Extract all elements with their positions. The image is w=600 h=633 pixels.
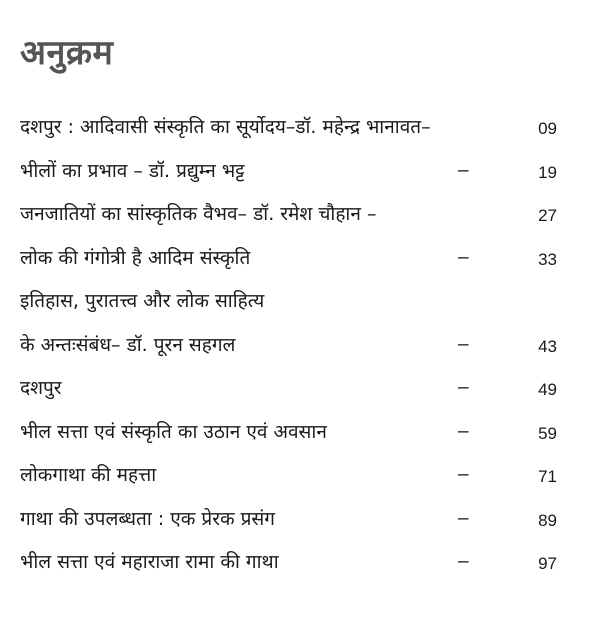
toc-entry-page: 71	[538, 467, 557, 486]
toc-entry-page: 43	[538, 336, 557, 356]
toc-entry-page: 89	[538, 510, 557, 530]
toc-entry-page: 49	[538, 380, 557, 399]
toc-entry-title: भीलों का प्रभाव – डॉ. प्रद्युम्न भट्ट	[20, 159, 245, 182]
toc-entry-dash: –	[458, 377, 469, 398]
toc-entry-page: 09	[538, 119, 557, 138]
toc-entry	[0, 504, 600, 548]
toc-entry-title: लोक की गंगोत्री है आदिम संस्कृति	[20, 246, 251, 269]
toc-entry	[0, 547, 600, 591]
toc-entry-dash: –	[458, 551, 469, 572]
toc-entry	[0, 112, 600, 156]
toc-entry-title: गाथा की उपलब्धता : एक प्रेरक प्रसंग	[20, 507, 275, 530]
toc-entry-dash: –	[458, 333, 469, 355]
toc-entry	[0, 330, 600, 374]
toc-entry-dash: –	[458, 464, 469, 485]
toc-entry	[0, 286, 600, 330]
toc-entry-title: इतिहास, पुरातत्त्व और लोक साहित्य	[20, 290, 265, 312]
toc-entry	[0, 156, 600, 200]
toc-entry-page: 59	[538, 423, 557, 443]
table-of-contents	[0, 112, 600, 591]
toc-entry-page: 97	[538, 554, 557, 573]
toc-entry-dash: –	[458, 159, 469, 181]
toc-entry-title: भील सत्ता एवं महाराजा रामा की गाथा	[20, 551, 279, 573]
toc-entry-title: दशपुर : आदिवासी संस्कृति का सूर्योदय–डॉ. महेन्द्र भानावत–	[20, 116, 431, 138]
toc-entry	[0, 460, 600, 504]
toc-entry-title: दशपुर	[20, 377, 62, 399]
toc-entry	[0, 373, 600, 417]
toc-entry	[0, 199, 600, 243]
toc-entry-dash: –	[458, 507, 469, 529]
toc-entry-title: लोकगाथा की महत्ता	[20, 464, 157, 486]
toc-entry-page: 19	[538, 162, 557, 182]
page-title: अनुक्रम	[20, 33, 114, 73]
toc-entry-dash: –	[458, 246, 469, 268]
toc-entry-title: भील सत्ता एवं संस्कृति का उठान एवं अवसान	[20, 420, 327, 443]
toc-entry-title: जनजातियों का सांस्कृतिक वैभव– डॉ. रमेश चौहान –	[20, 203, 377, 225]
toc-entry-page: 33	[538, 249, 557, 269]
toc-entry	[0, 243, 600, 287]
toc-entry	[0, 417, 600, 461]
toc-entry-dash: –	[458, 420, 469, 442]
toc-entry-title: के अन्तःसंबंध– डॉ. पूरन सहगल	[20, 333, 236, 356]
toc-entry-page: 27	[538, 206, 557, 225]
